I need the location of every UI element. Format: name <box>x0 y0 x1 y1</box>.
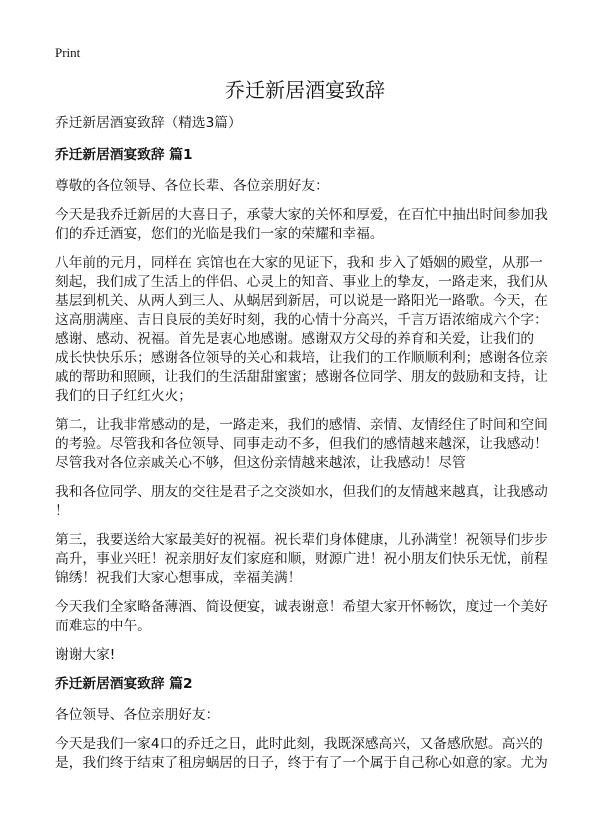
print-link[interactable]: Print <box>55 45 81 60</box>
paragraph-line: 刻起，我们成了生活上的伴侣、心灵上的知音、事业上的挚友，一路走来，我们从 <box>55 274 548 290</box>
paragraph <box>55 177 555 196</box>
section-heading: 乔迁新居酒宴致辞 篇2 <box>55 676 193 692</box>
paragraph-line: 八年前的元月，同样在 宾馆也在大家的见证下，我和 步入了婚姻的殿堂，从那一 <box>55 255 543 271</box>
paragraph <box>55 706 555 725</box>
paragraph <box>55 483 555 521</box>
paragraph-line: ！ <box>55 503 69 519</box>
paragraph-line: 尽管我对各位亲戚关心不够，但这份亲情越来越浓，让我感动！尽管 <box>55 455 466 471</box>
paragraph-line: 谢谢大家! <box>55 647 116 663</box>
paragraph-line: 这高朋满座、吉日良辰的美好时刻，我的心情十分高兴，千言万语浓缩成六个字： <box>55 312 548 328</box>
paragraph-line: 我和各位同学、朋友的交往是君子之交淡如水，但我们的友情越来越真，让我感动 <box>55 484 548 500</box>
paragraph-line: 今天是我乔迁新居的大喜日子，承蒙大家的关怀和厚爱，在百忙中抽出时间参加我 <box>55 207 548 223</box>
paragraph-line: 基层到机关、从两人到三人、从蜗居到新居，可以说是一路阳光一路歌。今天，在 <box>55 293 548 309</box>
document-page <box>55 44 555 783</box>
paragraph-line: 是，我们终于结束了租房蜗居的日子，终于有了一个属于自己称心如意的家。尤为 <box>55 755 548 771</box>
paragraph-line: 高升，事业兴旺！祝亲朋好友们家庭和顺，财源广进！祝小朋友们快乐无忧，前程 <box>55 551 548 567</box>
paragraph <box>55 254 555 406</box>
paragraph-line: 各位领导、各位亲朋好友： <box>55 707 220 723</box>
paragraph-line: 们的乔迁酒宴，您们的光临是我们一家的荣耀和幸福。 <box>55 226 384 242</box>
paragraph-line: 我们的日子红红火火； <box>55 388 192 404</box>
paragraph-line: 的考验。尽管我和各位领导、同事走动不多，但我们的感情越来越深，让我感动！ <box>55 436 548 452</box>
paragraph-line: 今天我们全家略备薄酒、简设便宴，诚表谢意！希望大家开怀畅饮，度过一个美好 <box>55 599 548 615</box>
paragraph <box>55 531 555 588</box>
paragraph-line: 戚的帮助和照顾，让我们的生活甜甜蜜蜜；感谢各位同学、朋友的鼓励和支持，让 <box>55 369 548 385</box>
paragraph-line: 锦绣！祝我们大家心想事成，幸福美满！ <box>55 570 302 586</box>
paragraph-line: 感谢、感动、祝福。首先是衷心地感谢。感谢双方父母的养育和关爱，让我们的 <box>55 331 535 347</box>
paragraph <box>55 416 555 473</box>
paragraph-line: 成长快快乐乐；感谢各位领导的关心和栽培，让我们的工作顺顺利利；感谢各位亲 <box>55 350 548 366</box>
subtitle: 乔迁新居酒宴致辞（精选3篇） <box>55 115 242 131</box>
page-title: 乔迁新居酒宴致辞 <box>225 78 385 102</box>
paragraph-line: 今天是我们一家4口的乔迁之日，此时此刻，我既深感高兴，又备感欣慰。高兴的 <box>55 736 543 752</box>
document-body <box>55 146 555 773</box>
paragraph-line: 而难忘的中午。 <box>55 618 151 634</box>
paragraph <box>55 598 555 636</box>
paragraph-line: 第二，让我非常感动的是，一路走来，我们的感情、亲情、友情经住了时间和空间 <box>55 417 548 433</box>
paragraph <box>55 646 555 665</box>
section-heading: 乔迁新居酒宴致辞 篇1 <box>55 147 193 163</box>
paragraph <box>55 206 555 244</box>
paragraph-line: 第三，我要送给大家最美好的祝福。祝长辈们身体健康，儿孙满堂！祝领导们步步 <box>55 532 548 548</box>
paragraph <box>55 735 555 773</box>
paragraph-line: 尊敬的各位领导、各位长辈、各位亲朋好友： <box>55 178 329 194</box>
